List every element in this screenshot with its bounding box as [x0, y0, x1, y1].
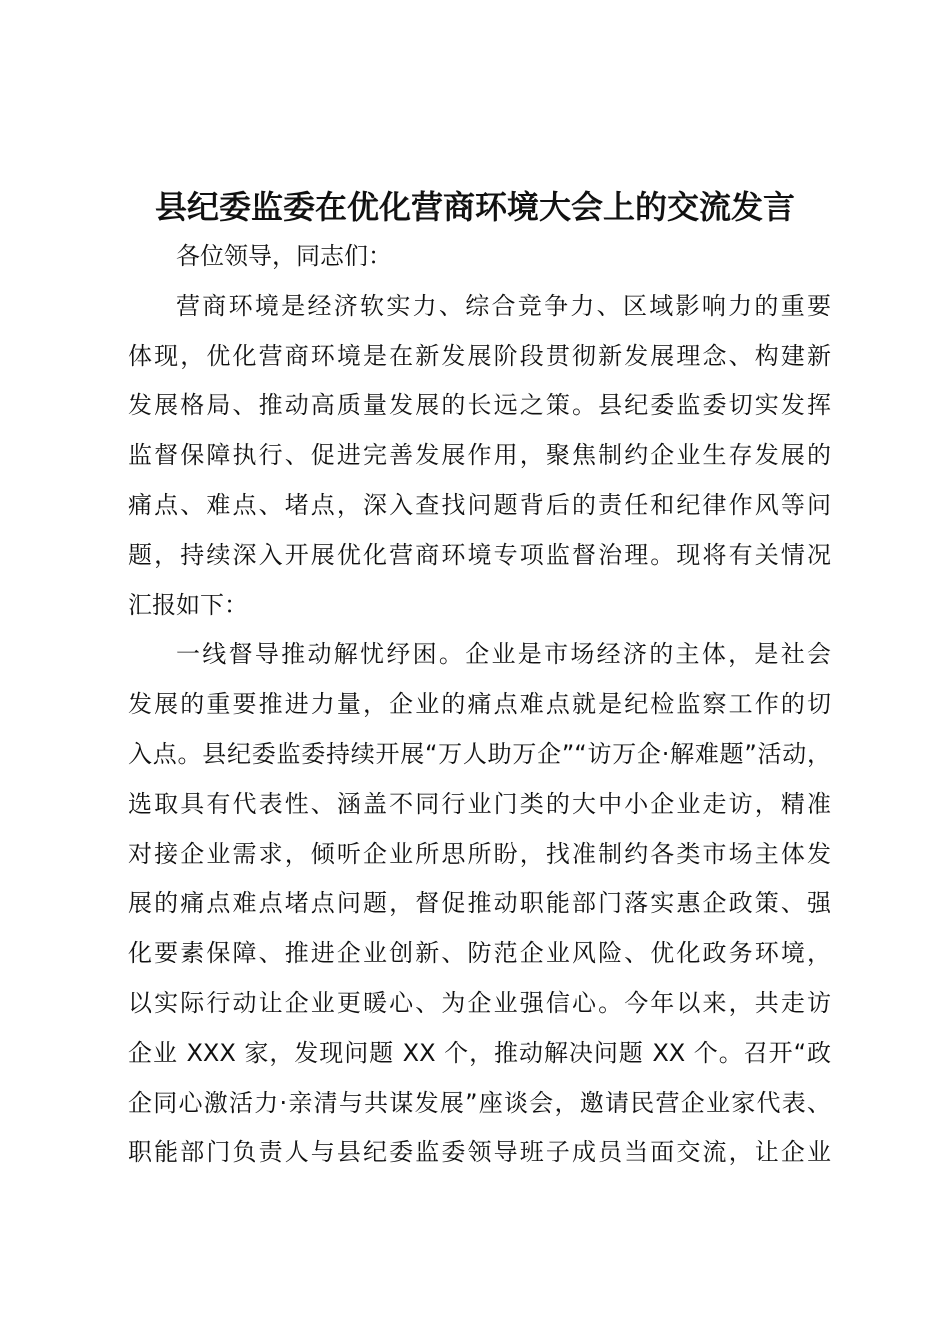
paragraph-line: 发展格局、推动高质量发展的长远之策。县纪委监委切实发挥: [128, 391, 831, 420]
paragraph-line: 汇报如下：: [128, 590, 248, 619]
paragraph-line: 营商环境是经济软实力、综合竞争力、区域影响力的重要: [176, 291, 831, 320]
paragraph-1: [128, 282, 831, 631]
paragraph-line: 企业 XXX 家，发现问题 XX 个，推动解决问题 XX 个。召开“政: [128, 1038, 831, 1067]
paragraph-line: 化要素保障、推进企业创新、防范企业风险、优化政务环境，: [128, 939, 831, 968]
paragraph-line: 体现，优化营商环境是在新发展阶段贯彻新发展理念、构建新: [128, 341, 831, 370]
paragraph-line: 痛点、难点、堵点，深入查找问题背后的责任和纪律作风等问: [128, 490, 831, 519]
paragraph-line: 一线督导推动解忧纾困。企业是市场经济的主体，是社会: [176, 640, 831, 669]
paragraph-2: [128, 630, 831, 1178]
paragraph-line: 发展的重要推进力量，企业的痛点难点就是纪检监察工作的切: [128, 690, 831, 719]
paragraph-line: 入点。县纪委监委持续开展“万人助万企”“访万企·解难题”活动，: [128, 739, 831, 768]
paragraph-line: 监督保障执行、促进完善发展作用，聚焦制约企业生存发展的: [128, 441, 831, 470]
document-body: [128, 232, 831, 1178]
paragraph-line: 题，持续深入开展优化营商环境专项监督治理。现将有关情况: [128, 540, 831, 569]
paragraph-line: 以实际行动让企业更暖心、为企业强信心。今年以来，共走访: [128, 988, 831, 1017]
paragraph-line: 企同心激活力·亲清与共谋发展”座谈会，邀请民营企业家代表、: [128, 1088, 831, 1117]
salutation: 各位领导，同志们：: [176, 242, 392, 270]
paragraph-line: 职能部门负责人与县纪委监委领导班子成员当面交流，让企业: [128, 1138, 831, 1167]
document-title: 县纪委监委在优化营商环境大会上的交流发言: [154, 188, 795, 226]
paragraph-line: 对接企业需求，倾听企业所思所盼，找准制约各类市场主体发: [128, 839, 831, 868]
paragraph-line: 选取具有代表性、涵盖不同行业门类的大中小企业走访，精准: [128, 789, 831, 818]
paragraph-line: 展的痛点难点堵点问题，督促推动职能部门落实惠企政策、强: [128, 889, 831, 918]
